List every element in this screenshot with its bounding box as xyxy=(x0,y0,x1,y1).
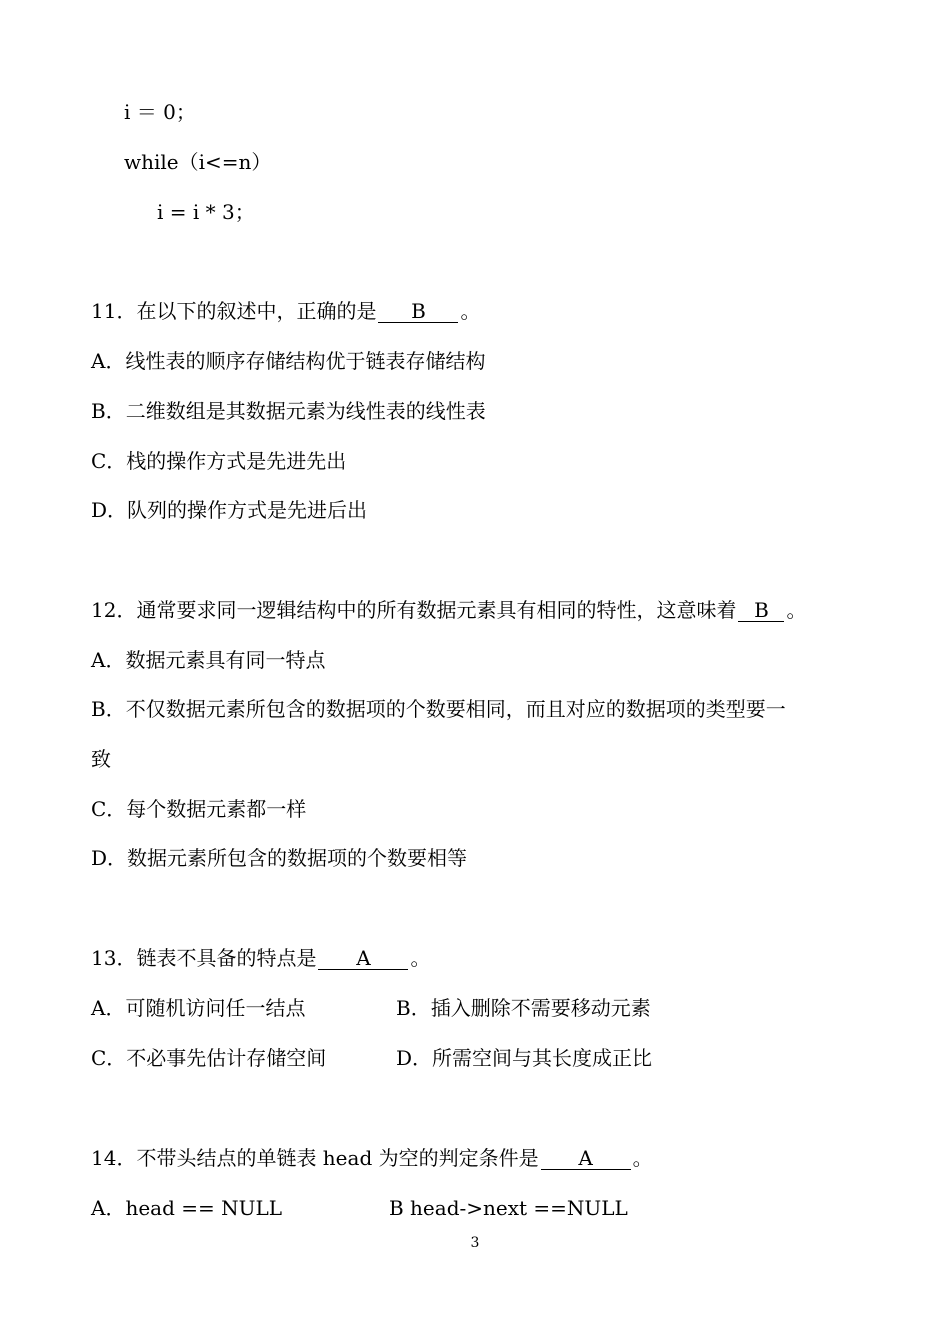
question-14-text: 14．不带头结点的单链表 head 为空的判定条件是 xyxy=(91,1146,539,1170)
question-12-option-d: D．数据元素所包含的数据项的个数要相等 xyxy=(91,846,468,870)
question-13-answer: A xyxy=(318,947,408,970)
question-14-option-a: A．head == NULL xyxy=(91,1196,283,1220)
page-number: 3 xyxy=(470,1235,480,1251)
question-14-answer: A xyxy=(541,1147,631,1170)
question-14-end: 。 xyxy=(632,1146,653,1170)
question-13-option-d: D．所需空间与其长度成正比 xyxy=(396,1046,653,1070)
question-12-text: 12．通常要求同一逻辑结构中的所有数据元素具有相同的特性，这意味着 xyxy=(91,598,737,622)
question-12-option-b: B．不仅数据元素所包含的数据项的个数要相同，而且对应的数据项的类型要一 xyxy=(91,697,786,721)
question-11-option-b: B．二维数组是其数据元素为线性表的线性表 xyxy=(91,399,486,423)
question-12-answer: B xyxy=(738,599,784,622)
question-11-option-d: D．队列的操作方式是先进后出 xyxy=(91,498,368,522)
question-11-option-a: A．线性表的顺序存储结构优于链表存储结构 xyxy=(91,349,486,373)
code-line-3: i = i * 3； xyxy=(157,200,255,224)
question-14-option-b: B head->next ==NULL xyxy=(389,1196,628,1220)
question-13-stem xyxy=(91,946,430,970)
question-12-option-a: A．数据元素具有同一特点 xyxy=(91,648,326,672)
question-12-stem xyxy=(91,598,806,622)
question-13-option-c: C．不必事先估计存储空间 xyxy=(91,1046,327,1070)
question-13-text: 13．链表不具备的特点是 xyxy=(91,946,317,970)
question-11-stem xyxy=(91,299,480,323)
question-11-option-c: C．栈的操作方式是先进先出 xyxy=(91,449,347,473)
question-11-end: 。 xyxy=(460,299,481,323)
question-14-stem xyxy=(91,1146,653,1170)
question-12-end: 。 xyxy=(786,598,807,622)
question-11-text: 11．在以下的叙述中，正确的是 xyxy=(91,299,377,323)
question-12-option-b-continued: 致 xyxy=(91,747,111,771)
question-13-option-b: B．插入删除不需要移动元素 xyxy=(396,996,651,1020)
code-line-1: i ＝ 0； xyxy=(124,100,196,124)
question-13-end: 。 xyxy=(410,946,431,970)
code-line-2: while（i<=n） xyxy=(124,150,272,174)
question-12-option-c: C．每个数据元素都一样 xyxy=(91,797,307,821)
question-11-answer: B xyxy=(378,300,458,323)
question-13-option-a: A．可随机访问任一结点 xyxy=(91,996,306,1020)
